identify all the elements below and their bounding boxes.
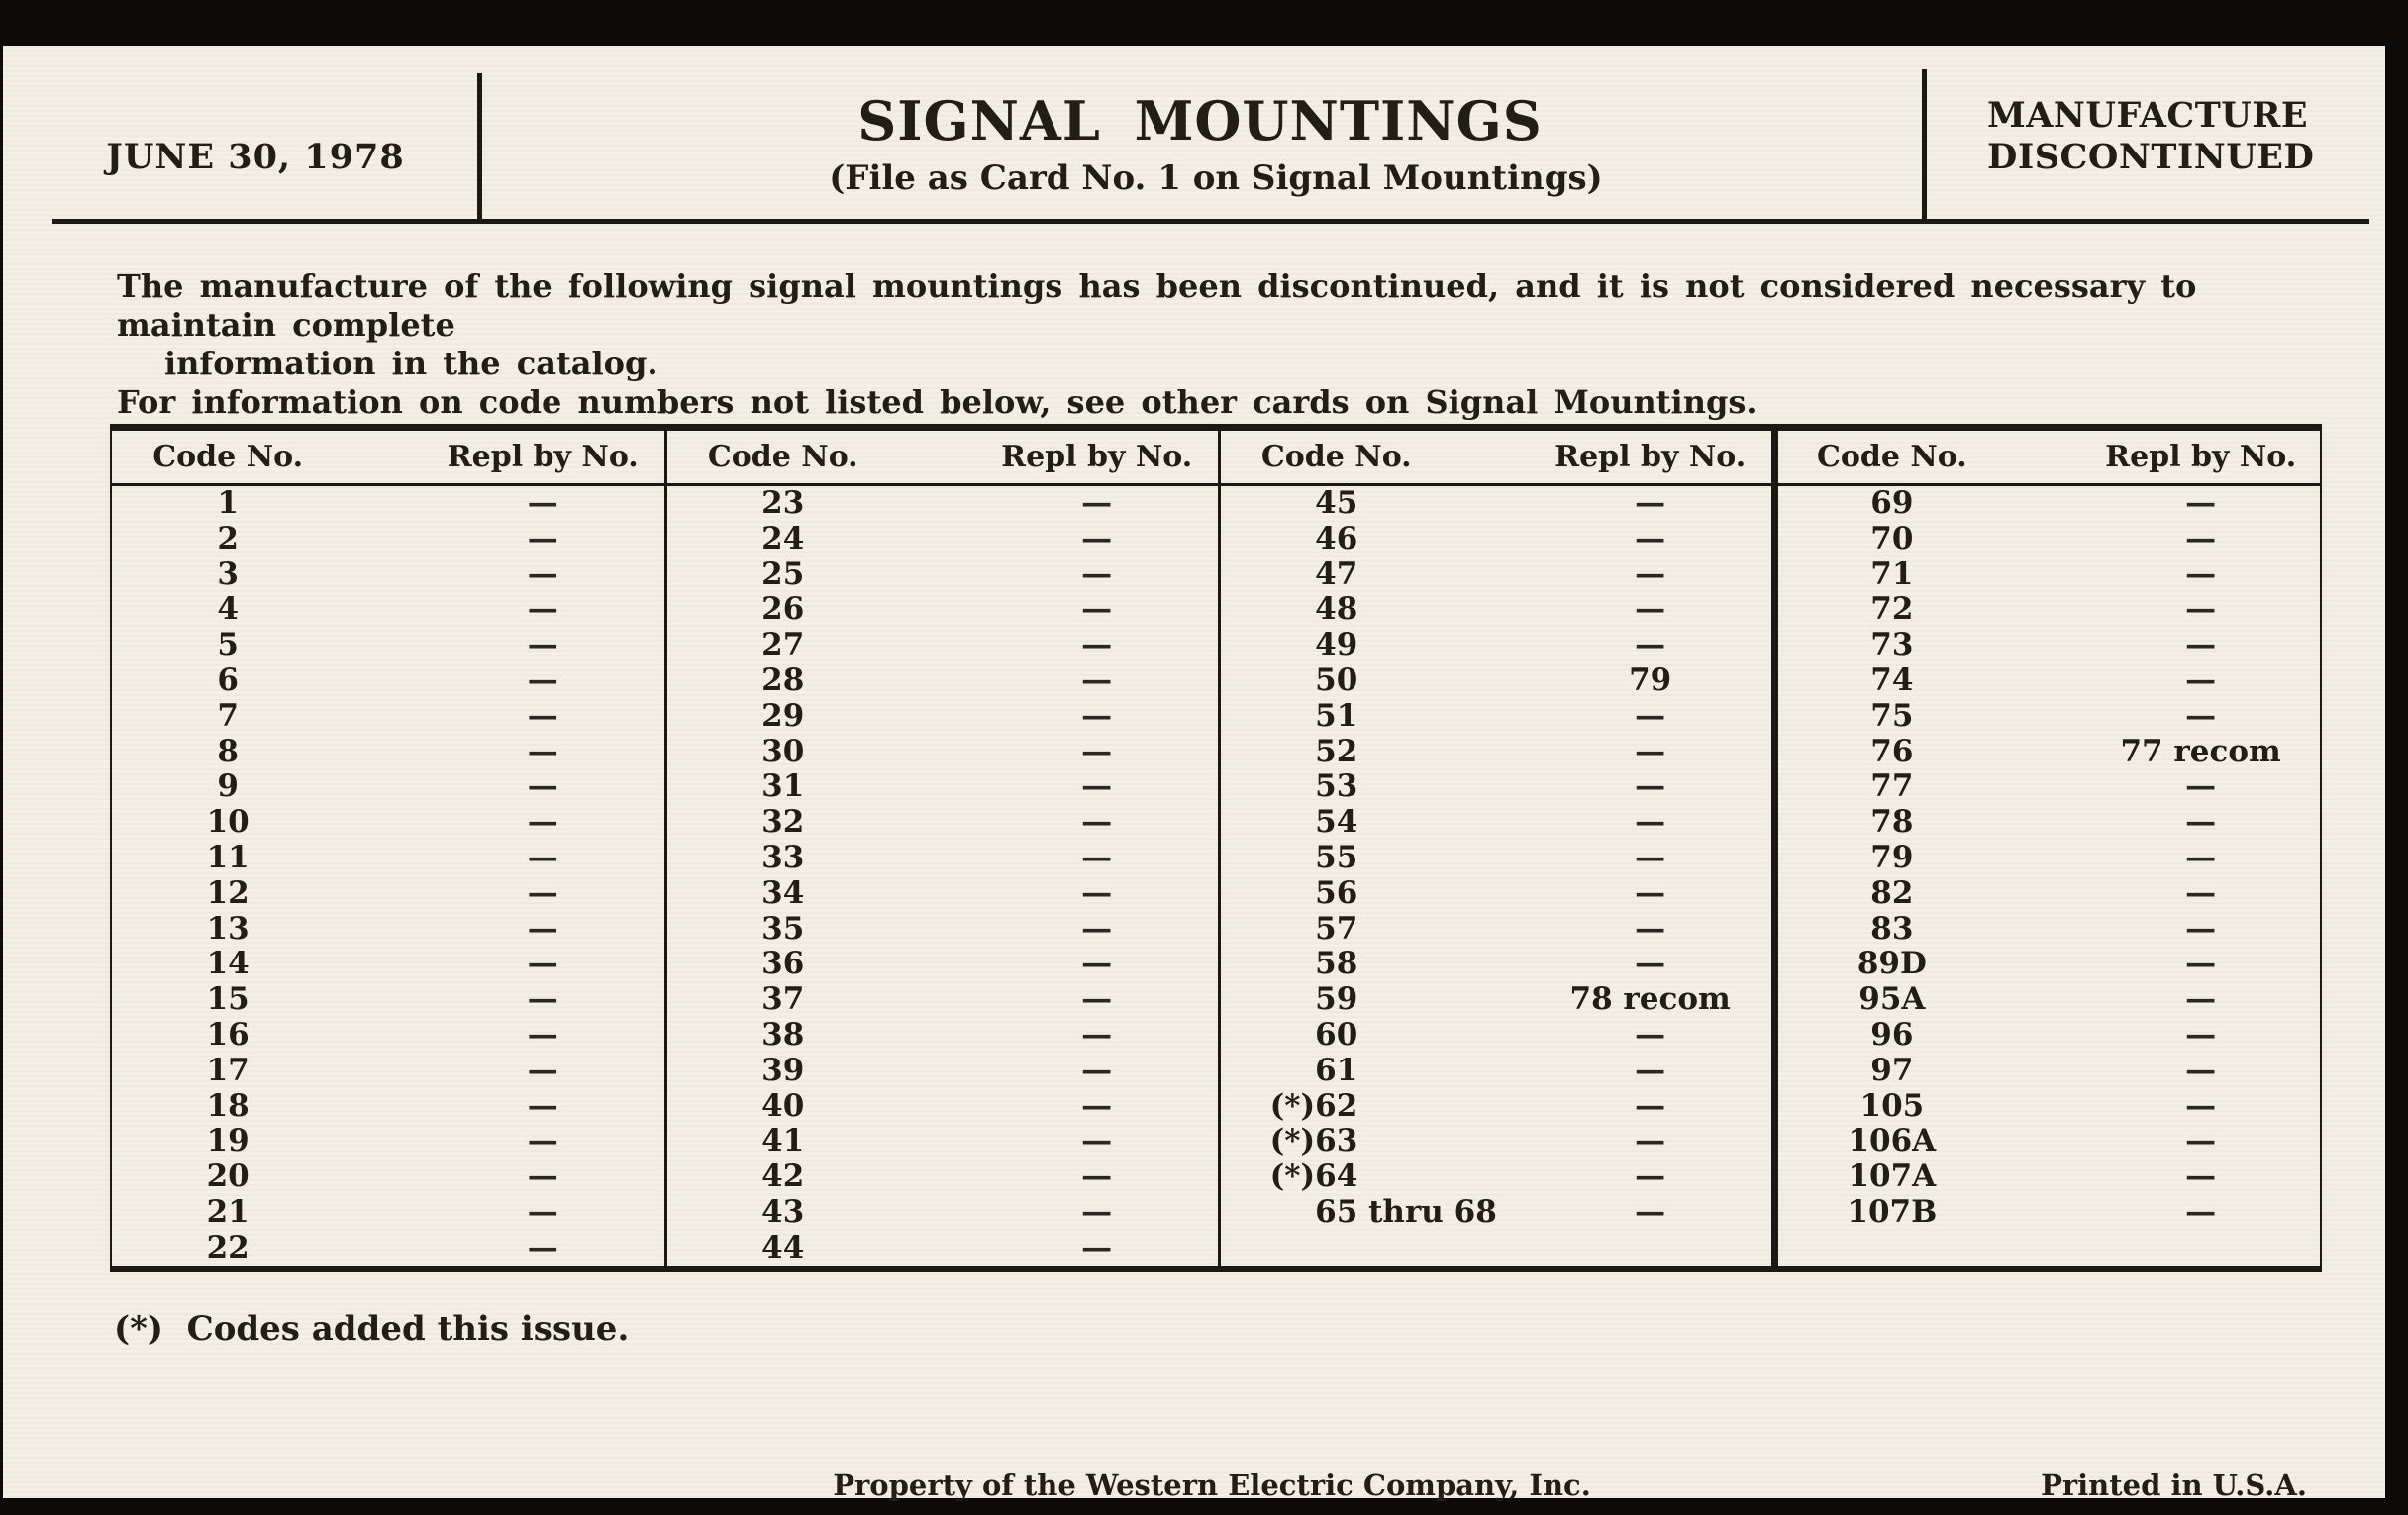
code-cell: 57 (1315, 910, 1358, 947)
table-row (112, 1195, 664, 1231)
code-cell: 19 (206, 1123, 250, 1160)
repl-cell: — (527, 591, 558, 628)
code-cell: 48 (1315, 591, 1358, 628)
code-cell: 20 (206, 1159, 250, 1195)
code-cell: 107A (1848, 1159, 1937, 1195)
table-row (1221, 912, 1771, 948)
repl-cell: — (1081, 1087, 1113, 1124)
code-cell: 30 (761, 733, 805, 769)
table-row (1778, 1018, 2320, 1054)
repl-cell: — (1081, 981, 1113, 1018)
table-row (1221, 663, 1771, 699)
code-cell: 36 (761, 946, 805, 982)
discontinued-codes-table (110, 424, 2322, 1272)
code-cell: 14 (206, 946, 250, 982)
code-cell: 58 (1315, 946, 1358, 982)
table-row (1778, 947, 2320, 982)
repl-cell: — (2185, 1052, 2217, 1088)
repl-cell: — (1081, 627, 1113, 663)
table-row (667, 1018, 1218, 1054)
code-cell: 5 (217, 627, 239, 663)
table-row (1221, 769, 1771, 805)
code-cell: 107B (1847, 1193, 1938, 1230)
repl-cell: — (1635, 946, 1666, 982)
table-row (1778, 1089, 2320, 1125)
code-cell: 3 (217, 556, 239, 592)
repl-cell: — (527, 556, 558, 592)
header-bottom-rule (52, 219, 2369, 224)
code-cell: 60 (1315, 1016, 1358, 1053)
repl-cell: — (1635, 485, 1666, 521)
code-cell: 6 (217, 661, 239, 698)
code-cell: 22 (206, 1229, 250, 1265)
new-code-marker: (*) (1269, 1087, 1316, 1124)
repl-cell: — (2185, 768, 2217, 805)
table-row (667, 1089, 1218, 1125)
table-row (667, 876, 1218, 912)
table-row (1221, 1160, 1771, 1195)
code-cell: 21 (206, 1193, 250, 1230)
code-cell: 24 (761, 520, 805, 556)
repl-by-no-header: Repl by No. (2105, 440, 2297, 474)
code-cell: 51 (1315, 697, 1358, 734)
code-cell: 79 (1870, 839, 1914, 875)
table-row (667, 592, 1218, 628)
code-cell: 49 (1315, 627, 1358, 663)
table-row (1221, 1195, 1771, 1231)
code-cell: 71 (1870, 556, 1914, 592)
code-cell: 27 (761, 627, 805, 663)
repl-cell: — (527, 981, 558, 1018)
repl-cell: — (1081, 697, 1113, 734)
repl-cell: — (527, 768, 558, 805)
repl-cell: — (1081, 733, 1113, 769)
repl-cell: — (2185, 697, 2217, 734)
table-row (112, 876, 664, 912)
code-cell: 45 (1315, 485, 1358, 521)
repl-cell: — (1635, 839, 1666, 875)
repl-cell: — (527, 874, 558, 911)
table-row (667, 557, 1218, 593)
repl-cell: — (2185, 661, 2217, 698)
repl-cell: — (527, 839, 558, 875)
code-cell: 69 (1870, 485, 1914, 521)
repl-cell: — (1081, 1193, 1113, 1230)
repl-cell: — (2185, 946, 2217, 982)
code-cell: 15 (206, 981, 250, 1018)
repl-cell: — (2185, 1193, 2217, 1230)
code-cell: 33 (761, 839, 805, 875)
table-row (1778, 522, 2320, 557)
table-row (667, 486, 1218, 522)
code-no-header: Code No. (152, 440, 304, 474)
table-header-row (667, 431, 1218, 486)
repl-cell: — (1081, 1159, 1113, 1195)
repl-cell: — (1081, 874, 1113, 911)
table-row (112, 841, 664, 876)
repl-cell: — (1635, 520, 1666, 556)
page-subtitle: (File as Card No. 1 on Signal Mountings) (829, 158, 1603, 198)
repl-cell: — (1081, 485, 1113, 521)
table-row (1221, 876, 1771, 912)
table-row (112, 1124, 664, 1160)
status-line-manufacture: MANUFACTURE (1987, 95, 2309, 136)
table-row (1778, 663, 2320, 699)
repl-cell: — (1081, 910, 1113, 947)
code-cell: 56 (1315, 874, 1358, 911)
repl-cell: — (2185, 591, 2217, 628)
table-row (112, 805, 664, 841)
intro-p1-line2: information in the catalog. (164, 345, 658, 382)
table-row (1778, 486, 2320, 522)
table-group-3 (1218, 431, 1771, 1266)
table-group-2 (664, 431, 1218, 1266)
code-cell: 73 (1870, 627, 1914, 663)
repl-cell: — (2185, 839, 2217, 875)
repl-cell: — (1081, 804, 1113, 841)
code-cell: 76 (1870, 733, 1914, 769)
footnote: (*) Codes added this issue. (114, 1309, 630, 1349)
table-row (1778, 1195, 2320, 1231)
repl-cell: — (527, 485, 558, 521)
code-cell: 65 thru 68 (1315, 1193, 1497, 1230)
repl-cell: — (527, 1159, 558, 1195)
code-cell: 43 (761, 1193, 805, 1230)
repl-cell: — (1635, 556, 1666, 592)
table-row (112, 912, 664, 948)
table-row (667, 1231, 1218, 1266)
table-row (1778, 1054, 2320, 1089)
table-row (1221, 982, 1771, 1018)
repl-cell: — (2185, 1123, 2217, 1160)
repl-cell: — (1635, 874, 1666, 911)
code-cell: 96 (1870, 1016, 1914, 1053)
table-row (1221, 1089, 1771, 1125)
repl-cell: — (1635, 910, 1666, 947)
code-cell: 78 (1870, 804, 1914, 841)
repl-cell: — (527, 804, 558, 841)
table-row (1778, 1160, 2320, 1195)
code-cell: 29 (761, 697, 805, 734)
table-header-row (1778, 431, 2320, 486)
table-header-row (112, 431, 664, 486)
repl-cell: — (1081, 1123, 1113, 1160)
table-row (667, 1195, 1218, 1231)
repl-cell: — (527, 1229, 558, 1265)
code-cell: 61 (1315, 1052, 1358, 1088)
code-cell: 97 (1870, 1052, 1914, 1088)
table-row (667, 947, 1218, 982)
repl-cell: — (527, 697, 558, 734)
code-cell: (*) 64 (1269, 1159, 1358, 1195)
table-row (1221, 947, 1771, 982)
repl-cell: — (527, 1016, 558, 1053)
code-no-header: Code No. (707, 440, 858, 474)
table-row (112, 1089, 664, 1125)
code-cell: 34 (761, 874, 805, 911)
table-rows (112, 486, 664, 1266)
repl-cell: — (1081, 1229, 1113, 1265)
table-row (112, 735, 664, 770)
table-row (1778, 805, 2320, 841)
page-title: SIGNAL MOUNTINGS (857, 89, 1543, 152)
code-cell: 52 (1315, 733, 1358, 769)
code-cell: 42 (761, 1159, 805, 1195)
table-row (1778, 557, 2320, 593)
repl-cell: — (1081, 556, 1113, 592)
code-cell: 26 (761, 591, 805, 628)
table-row (1778, 735, 2320, 770)
table-row (112, 699, 664, 735)
table-row (112, 557, 664, 593)
code-cell: 75 (1870, 697, 1914, 734)
table-row (1778, 841, 2320, 876)
code-cell: 41 (761, 1123, 805, 1160)
repl-cell: — (527, 520, 558, 556)
intro-text (117, 267, 2335, 422)
code-cell: 1 (217, 485, 239, 521)
table-row (1221, 522, 1771, 557)
intro-p1-line1: The manufacture of the following signal mountings has been discontinued, and it is not considered necessary to maintain complete (117, 267, 2197, 344)
code-cell: (*) 62 (1269, 1087, 1358, 1124)
repl-cell: — (1635, 697, 1666, 734)
table-row (667, 628, 1218, 663)
code-cell: 13 (206, 910, 250, 947)
repl-cell: — (1081, 946, 1113, 982)
code-cell: 50 (1315, 661, 1358, 698)
repl-cell: — (527, 1193, 558, 1230)
repl-cell: — (1081, 591, 1113, 628)
table-row (112, 628, 664, 663)
table-row (667, 1054, 1218, 1089)
repl-cell: — (1635, 768, 1666, 805)
table-row (1778, 628, 2320, 663)
table-row (112, 1160, 664, 1195)
code-cell: 28 (761, 661, 805, 698)
table-row (667, 522, 1218, 557)
repl-cell: — (2185, 1016, 2217, 1053)
code-cell: 32 (761, 804, 805, 841)
code-cell: (*) 63 (1269, 1123, 1358, 1160)
code-no-header: Code No. (1816, 440, 1967, 474)
repl-cell: — (527, 661, 558, 698)
new-code-marker: (*) (1269, 1159, 1316, 1195)
code-cell: 54 (1315, 804, 1358, 841)
repl-cell: — (2185, 804, 2217, 841)
repl-cell: — (1635, 1087, 1666, 1124)
repl-cell: — (1081, 1052, 1113, 1088)
repl-cell: — (1635, 1123, 1666, 1160)
repl-cell: — (2185, 485, 2217, 521)
code-cell: 16 (206, 1016, 250, 1053)
code-cell: 25 (761, 556, 805, 592)
table-row (1778, 912, 2320, 948)
code-cell: 74 (1870, 661, 1914, 698)
table-row (667, 805, 1218, 841)
repl-cell: — (2185, 520, 2217, 556)
table-row (1221, 805, 1771, 841)
table-row (1221, 628, 1771, 663)
code-cell: 44 (761, 1229, 805, 1265)
code-cell: 12 (206, 874, 250, 911)
table-row (1778, 592, 2320, 628)
code-cell: 8 (217, 733, 239, 769)
repl-cell: — (2185, 981, 2217, 1018)
code-cell: 35 (761, 910, 805, 947)
code-cell: 38 (761, 1016, 805, 1053)
code-cell: 23 (761, 485, 805, 521)
repl-cell: — (1635, 804, 1666, 841)
code-cell: 105 (1859, 1087, 1925, 1124)
repl-cell: 79 (1629, 661, 1672, 698)
code-cell: 72 (1870, 591, 1914, 628)
code-cell: 89D (1856, 946, 1927, 982)
issue-date: JUNE 30, 1978 (106, 137, 405, 177)
footer-printed-note: Printed in U.S.A. (2041, 1468, 2307, 1502)
table-row (1221, 1124, 1771, 1160)
catalog-card (3, 46, 2385, 1502)
code-cell: 53 (1315, 768, 1358, 805)
code-no-header: Code No. (1260, 440, 1412, 474)
repl-cell: — (2185, 910, 2217, 947)
code-cell: 83 (1870, 910, 1914, 947)
table-row (112, 663, 664, 699)
table-row (1778, 876, 2320, 912)
repl-cell: — (527, 946, 558, 982)
table-row (667, 912, 1218, 948)
repl-cell: — (1635, 591, 1666, 628)
code-cell: 4 (217, 591, 239, 628)
repl-cell: — (1635, 1052, 1666, 1088)
table-row (112, 1018, 664, 1054)
table-row (112, 486, 664, 522)
table-row (667, 1124, 1218, 1160)
table-row (667, 841, 1218, 876)
code-cell: 9 (217, 768, 239, 805)
code-cell: 37 (761, 981, 805, 1018)
repl-cell: — (527, 1087, 558, 1124)
repl-cell: 78 recom (1569, 981, 1731, 1018)
table-row (112, 947, 664, 982)
table-rows (1778, 486, 2320, 1231)
table-row (1778, 769, 2320, 805)
repl-cell: — (1081, 661, 1113, 698)
table-row (112, 522, 664, 557)
table-row (1221, 592, 1771, 628)
code-cell: 106A (1848, 1123, 1937, 1160)
repl-cell: — (527, 627, 558, 663)
footer-property-note: Property of the Western Electric Company, Inc. (833, 1468, 1591, 1502)
repl-cell: — (1635, 1159, 1666, 1195)
table-row (1778, 982, 2320, 1018)
repl-by-no-header: Repl by No. (1555, 440, 1747, 474)
code-cell: 70 (1870, 520, 1914, 556)
table-row (1221, 486, 1771, 522)
repl-cell: — (1081, 1016, 1113, 1053)
table-row (1221, 699, 1771, 735)
intro-paragraph-1 (117, 267, 2335, 383)
table-row (667, 735, 1218, 770)
table-row (112, 769, 664, 805)
code-cell: 47 (1315, 556, 1358, 592)
repl-cell: — (2185, 556, 2217, 592)
code-cell: 10 (206, 804, 250, 841)
table-row (1221, 1018, 1771, 1054)
repl-by-no-header: Repl by No. (1001, 440, 1193, 474)
repl-cell: 77 recom (2120, 733, 2281, 769)
code-cell: 55 (1315, 839, 1358, 875)
table-rows (667, 486, 1218, 1266)
table-row (112, 982, 664, 1018)
code-cell: 17 (206, 1052, 250, 1088)
table-row (667, 1160, 1218, 1195)
repl-cell: — (1635, 627, 1666, 663)
repl-cell: — (527, 1052, 558, 1088)
code-cell: 95A (1858, 981, 1926, 1018)
repl-cell: — (2185, 1087, 2217, 1124)
repl-cell: — (1081, 839, 1113, 875)
table-group-1 (112, 431, 664, 1266)
intro-paragraph-2: For information on code numbers not listed below, see other cards on Signal Mountings. (117, 383, 1757, 421)
table-row (1778, 699, 2320, 735)
repl-cell: — (2185, 627, 2217, 663)
code-cell: 39 (761, 1052, 805, 1088)
table-row (1778, 1124, 2320, 1160)
repl-cell: — (1635, 1193, 1666, 1230)
repl-cell: — (1635, 733, 1666, 769)
code-cell: 82 (1870, 874, 1914, 911)
table-header-row (1221, 431, 1771, 486)
table-group-4 (1771, 431, 2320, 1266)
code-cell: 77 (1870, 768, 1914, 805)
table-row (1221, 1054, 1771, 1089)
table-row (667, 769, 1218, 805)
code-cell: 31 (761, 768, 805, 805)
table-rows (1221, 486, 1771, 1231)
repl-cell: — (2185, 874, 2217, 911)
table-row (667, 982, 1218, 1018)
repl-by-no-header: Repl by No. (447, 440, 639, 474)
repl-cell: — (527, 1123, 558, 1160)
repl-cell: — (1081, 768, 1113, 805)
code-cell: 59 (1315, 981, 1358, 1018)
code-cell: 40 (761, 1087, 805, 1124)
repl-cell: — (2185, 1159, 2217, 1195)
table-row (1221, 557, 1771, 593)
repl-cell: — (527, 910, 558, 947)
table-row (667, 699, 1218, 735)
code-cell: 46 (1315, 520, 1358, 556)
table-row (667, 663, 1218, 699)
table-row (112, 1054, 664, 1089)
repl-cell: — (527, 733, 558, 769)
code-cell: 7 (217, 697, 239, 734)
table-row (112, 1231, 664, 1266)
code-range-suffix: thru 68 (1357, 1193, 1497, 1230)
table-row (1221, 841, 1771, 876)
repl-cell: — (1635, 1016, 1666, 1053)
code-cell: 18 (206, 1087, 250, 1124)
status-line-discontinued: DISCONTINUED (1987, 137, 2315, 177)
table-row (1221, 735, 1771, 770)
status-stamp (1987, 95, 2314, 178)
new-code-marker: (*) (1269, 1123, 1316, 1160)
repl-cell: — (1081, 520, 1113, 556)
code-cell: 11 (206, 839, 250, 875)
code-cell: 2 (217, 520, 239, 556)
table-row (112, 592, 664, 628)
